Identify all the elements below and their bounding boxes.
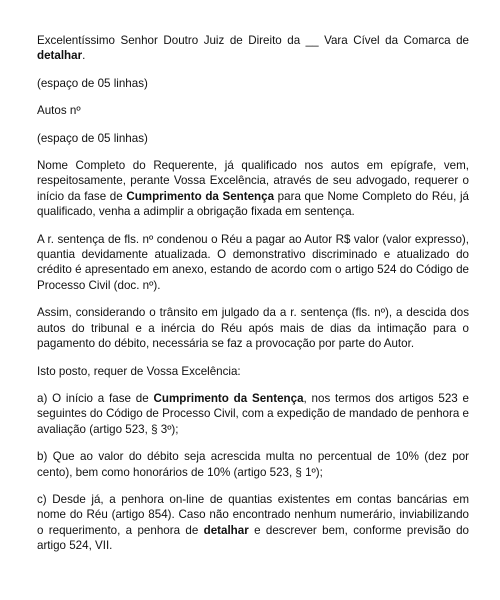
item-c-text: c) Desde já, a penhora on-line de quantias existentes em contas bancárias em nome do Réu (artigo 854). Caso não encontrado nenhum numerário, inviabilizando o requerimento, a penhora de	[37, 492, 469, 537]
item-c-text-end: e descrever bem, conforme previsão do artigo 524, VII.	[37, 523, 470, 553]
request-intro: Isto posto, requer de Vossa Excelência:	[37, 364, 241, 378]
placeholder-detalhar: detalhar	[203, 523, 249, 537]
intro-paragraph	[37, 158, 469, 220]
case-number: Autos nº	[37, 104, 81, 118]
court-addressing-end: .	[82, 49, 86, 63]
request-item-c	[37, 492, 469, 554]
bold-cumprimento-sentenca: Cumprimento da Sentença	[153, 391, 304, 405]
intro-text-end: para que Nome Completo do Réu, já qualificado, venha a adimplir a obrigação fixada em sentença.	[37, 189, 469, 219]
request-item-a	[37, 391, 469, 437]
document-page	[37, 33, 469, 566]
request-item-b: b) Que ao valor do débito seja acrescida multa no percentual de 10% (dez por cento), bem como honorários de 10% (artigo 523, § 1º);	[37, 450, 469, 479]
spacing-note: (espaço de 05 linhas)	[37, 76, 148, 90]
sentence-paragraph: A r. sentença de fls. nº condenou o Réu a pagar ao Autor R$ valor (valor expresso), quantia devidamente atualizada. O demonstrativo discriminado e atualizado do crédito é apresentado em anexo, estando de acordo com o artigo 524 do Código de Processo Civil (doc. nº).	[37, 232, 469, 292]
item-a-text-end: , nos termos dos artigos 523 e seguintes do Código de Processo Civil, com a expedição de mandado de penhora e avaliação (artigo 523, § 3º);	[37, 391, 469, 436]
court-addressing	[37, 33, 469, 64]
item-a-text: a) O início a fase de	[37, 391, 154, 405]
intro-text: Nome Completo do Requerente, já qualificado nos autos em epígrafe, vem, respeitosamente, perante Vossa Excelência, através de seu advogado, requerer o início da fase de	[37, 159, 469, 203]
spacing-note: (espaço de 05 linhas)	[37, 131, 148, 145]
transit-paragraph: Assim, considerando o trânsito em julgado da a r. sentença (fls. nº), a descida dos autos do tribunal e a inércia do Réu após mais de dias da intimação para o pagamento do débito, necessária se faz a provocação por parte do Autor.	[37, 306, 469, 351]
bold-cumprimento-sentenca: Cumprimento da Sentença	[126, 189, 275, 203]
placeholder-detalhar: detalhar	[37, 49, 83, 63]
court-addressing-text: Excelentíssimo Senhor Doutro Juiz de Direito da __ Vara Cível da Comarca de	[37, 34, 469, 47]
